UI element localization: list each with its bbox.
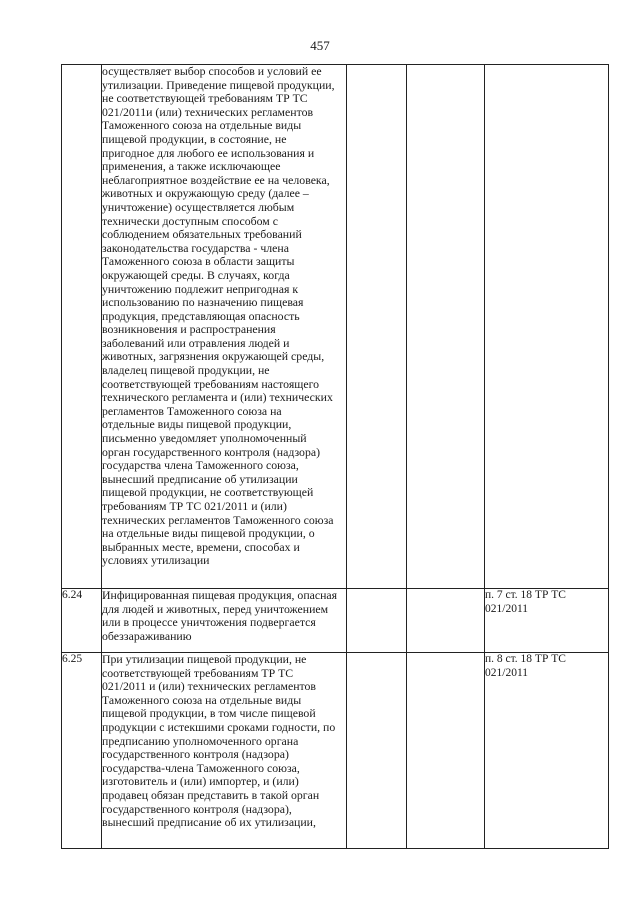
reference-line: п. 7 ст. 18 ТР ТС [485,589,566,601]
empty-cell [407,65,485,589]
text-line: заболеваний или отравления людей и [102,335,290,350]
text-line: пригодное для любого ее использования и [102,145,315,160]
text-line: животных, загрязнения окружающей среды, [102,349,325,364]
text-line: письменно уведомляет уполномоченный [102,431,307,446]
text-line: для людей и животных, перед уничтожением [102,601,329,616]
text-line: пищевой продукции, в том числе пищевой [102,706,316,721]
text-line: Таможенного союза на отдельные виды [102,692,302,707]
text-line: предписанию уполномоченного органа [102,733,299,748]
text-line: условиях утилизации [102,553,210,568]
row-number-cell: 6.25 [62,653,102,849]
empty-cell [407,589,485,653]
text-line: регламентов Таможенного союза на [102,403,282,418]
requirement-text-cell [102,589,347,653]
table-row [62,65,609,589]
text-line: пищевой продукции, не соответствующей [102,485,314,500]
text-line: государственного контроля (надзора), [102,801,292,816]
text-line: технически доступным способом с [102,213,278,228]
reference-cell [485,65,609,589]
page-number: 457 [310,38,330,53]
text-line: 021/2011 и (или) технических регламентов [102,679,316,694]
text-line: законодательства государства - члена [102,240,289,255]
text-line: уничтожение) осуществляется любым [102,199,295,214]
text-line: изготовитель и (или) импортер, и (или) [102,774,299,789]
empty-cell [347,653,407,849]
text-line: окружающей среды. В случаях, когда [102,267,290,282]
text-line: требованиям ТР ТС 021/2011 и (или) [102,499,287,513]
text-line: продукция, представляющая опасность [102,308,300,323]
row-number-cell: 6.24 [62,589,102,653]
text-line: орган государственного контроля (надзора) [102,444,321,459]
text-line: утилизации. Приведение пищевой продукции, [102,77,335,92]
text-line: отдельные виды пищевой продукции, [102,417,292,432]
text-line: обеззараживанию [102,628,192,643]
text-line: вынесший предписание об их утилизации, [102,815,316,830]
table-row [62,653,609,849]
text-line: неблагоприятное воздействие ее на человека, [102,172,330,187]
row-number-cell [62,65,102,589]
text-line: уничтожению подлежит непригодная к [102,281,299,296]
text-line: технического регламента и (или) технических [102,390,333,405]
text-line: государства-члена Таможенного союза, [102,760,300,775]
text-line: животных и окружающую среду (далее – [102,186,309,201]
empty-cell [347,589,407,653]
text-line: соответствующей требованиям ТР ТС [102,665,294,680]
text-line: технических регламентов Таможенного союза [102,512,334,527]
text-line: не соответствующей требованиям ТР ТС [102,91,308,106]
reference-line: 021/2011 [485,602,529,615]
table-row [62,589,609,653]
text-line: государственного контроля (надзора) [102,747,289,762]
empty-cell [407,653,485,849]
empty-cell [347,65,407,589]
text-line: 021/2011и (или) технических регламентов [102,104,314,119]
text-line: Инфицированная пищевая продукция, опасная [102,588,338,602]
text-line: вынесший предписание об утилизации [102,471,298,486]
text-line: Таможенного союза в области защиты [102,254,295,269]
requirement-text-cell [102,653,347,849]
text-line: Таможенного союза на отдельные виды [102,118,302,133]
reference-cell [485,589,609,653]
reference-line: 021/2011 [485,666,529,679]
text-line: на отдельные виды пищевой продукции, о [102,526,315,541]
text-line: государства члена Таможенного союза, [102,458,299,473]
text-line: применения, а также исключающее [102,159,281,174]
text-line: владелец пищевой продукции, не [102,363,270,378]
text-line: возникновения и распространения [102,322,276,337]
requirement-text-cell [102,65,347,589]
text-line: При утилизации пищевой продукции, не [102,652,307,666]
requirements-table [61,64,609,849]
reference-cell [485,653,609,849]
text-line: продукции с истекшими сроками годности, по [102,719,336,734]
text-line: пищевой продукции, в состояние, не [102,131,287,146]
text-line: или в процессе уничтожения подвергается [102,615,316,630]
reference-line: п. 8 ст. 18 ТР ТС [485,653,566,665]
text-line: осуществляет выбор способов и условий ее [102,64,322,78]
text-line: использованию по назначению пищевая [102,295,304,310]
text-line: продавец обязан представить в такой орган [102,787,320,802]
text-line: соответствующей требованиям настоящего [102,376,320,391]
text-line: соблюдением обязательных требований [102,227,302,242]
text-line: выбранных месте, времени, способах и [102,539,300,554]
